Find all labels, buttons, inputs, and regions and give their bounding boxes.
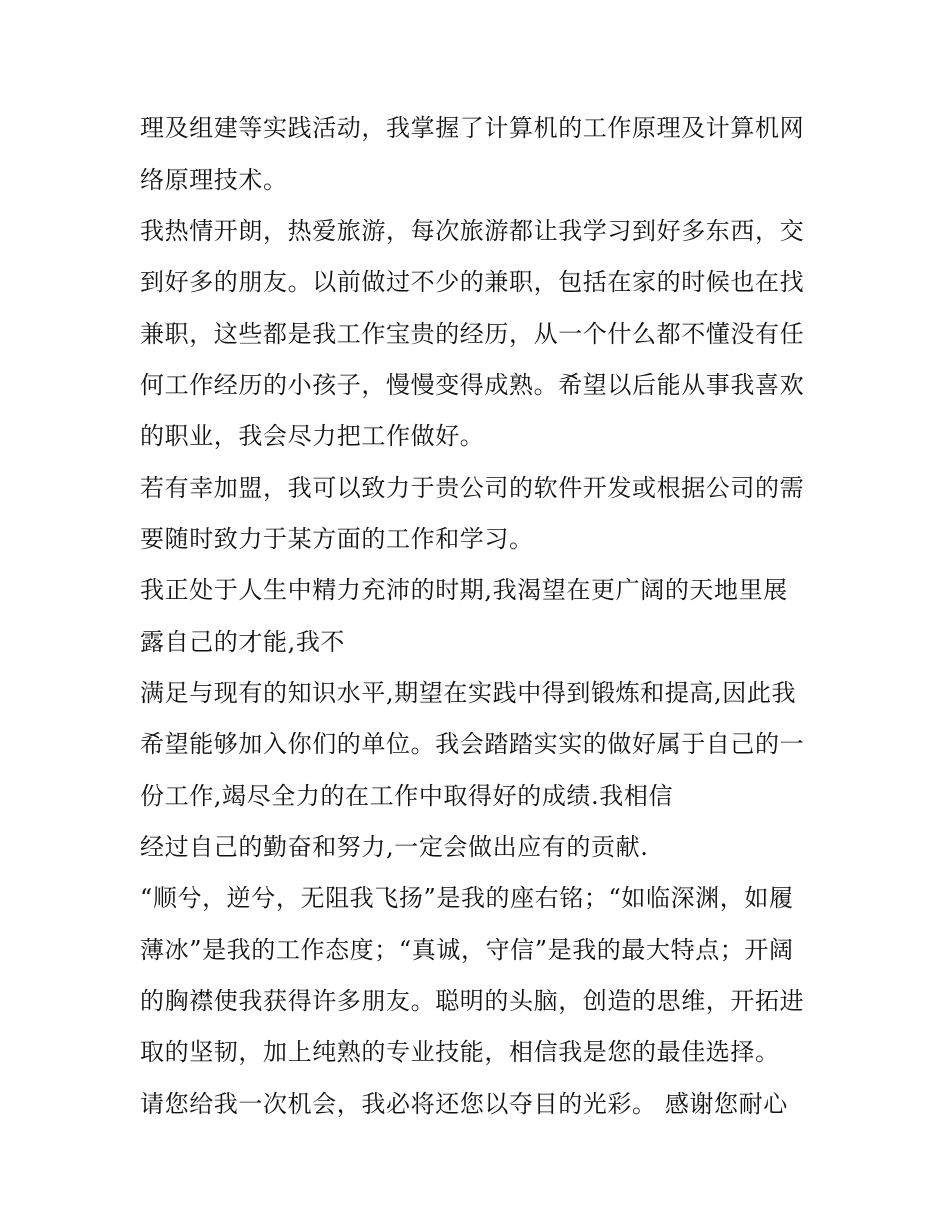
text-line: 若有幸加盟，我可以致力于贵公司的软件开发或根据公司的需 bbox=[140, 474, 805, 502]
text-line: 希望能够加入你们的单位。我会踏踏实实的做好属于自己的一 bbox=[140, 730, 805, 758]
text-line: 请您给我一次机会，我必将还您以夺目的光彩。 感谢您耐心 bbox=[140, 1090, 788, 1118]
text-line: 取的坚韧，加上纯熟的专业技能，相信我是您的最佳选择。 bbox=[140, 1038, 780, 1066]
text-line: 的职业，我会尽力把工作做好。 bbox=[140, 422, 485, 450]
text-line: 何工作经历的小孩子，慢慢变得成熟。希望以后能从事我喜欢 bbox=[140, 371, 805, 399]
text-line: 的胸襟使我获得许多朋友。聪明的头脑，创造的思维，开拓进 bbox=[140, 987, 805, 1015]
text-line: 络原理技术。 bbox=[140, 166, 288, 194]
text-line: “顺兮，逆兮，无阻我飞扬”是我的座右铭；“如临深渊，如履 bbox=[140, 884, 794, 912]
text-line: 兼职，这些都是我工作宝贵的经历，从一个什么都不懂没有任 bbox=[140, 320, 805, 348]
text-line: 要随时致力于某方面的工作和学习。 bbox=[140, 525, 534, 553]
text-line: 我热情开朗，热爱旅游，每次旅游都让我学习到好多东西，交 bbox=[140, 217, 805, 245]
text-line: 到好多的朋友。以前做过不少的兼职，包括在家的时候也在找 bbox=[140, 268, 805, 296]
text-line: 露自己的才能,我不 bbox=[140, 628, 346, 656]
text-line: 经过自己的勤奋和努力,一定会做出应有的贡献. bbox=[140, 833, 649, 861]
text-line: 薄冰”是我的工作态度；“真诚，守信”是我的最大特点；开阔 bbox=[140, 936, 794, 964]
text-line: 满足与现有的知识水平,期望在实践中得到锻炼和提高,因此我 bbox=[140, 679, 797, 707]
text-line: 我正处于人生中精力充沛的时期,我渴望在更广阔的天地里展 bbox=[140, 576, 788, 604]
text-line: 份工作,竭尽全力的在工作中取得好的成绩.我相信 bbox=[140, 782, 674, 810]
text-line: 理及组建等实践活动，我掌握了计算机的工作原理及计算机网 bbox=[140, 114, 805, 142]
